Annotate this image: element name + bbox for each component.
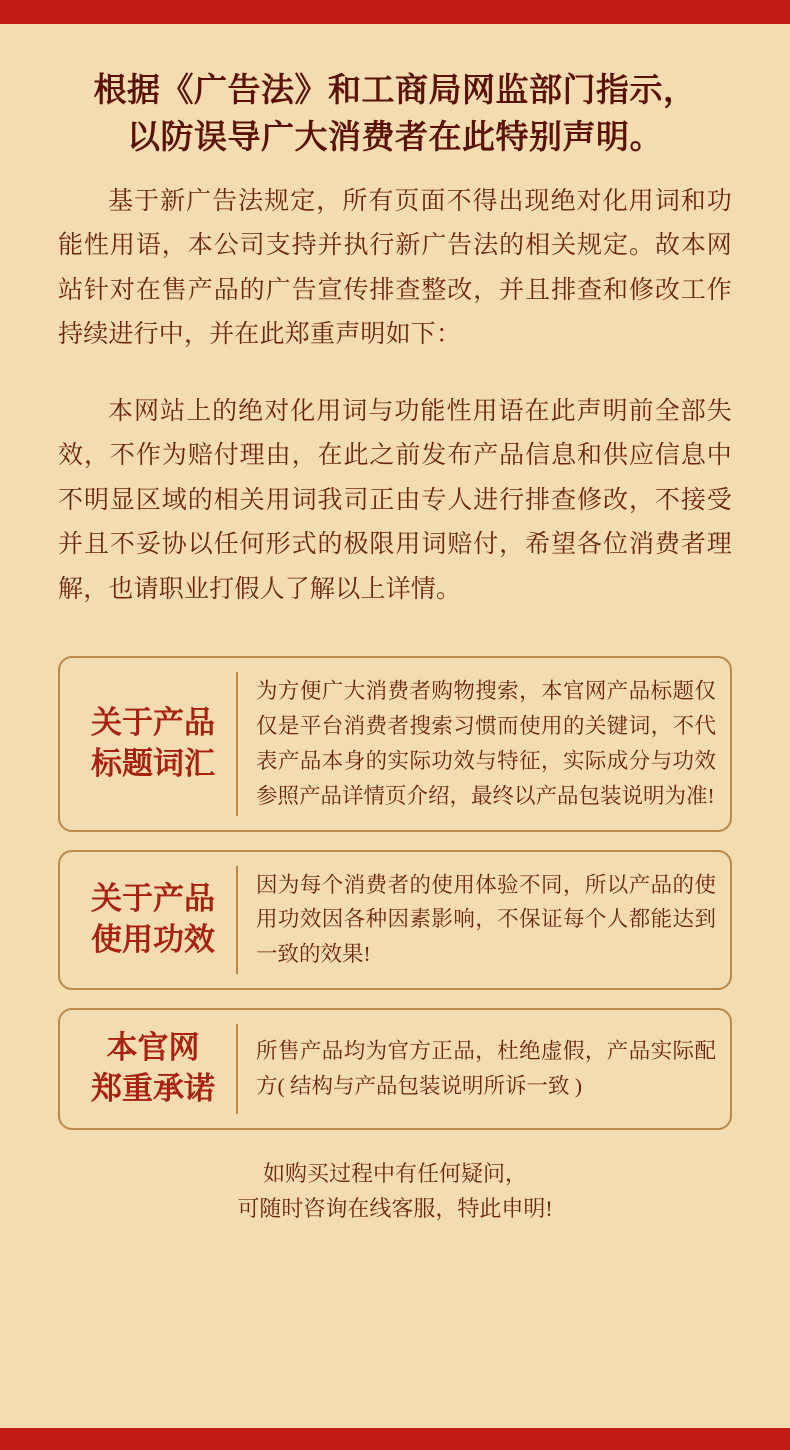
card-title-product-effect (70, 866, 238, 974)
top-red-band (0, 0, 790, 24)
statement-card-official-promise (58, 1008, 732, 1130)
intro-paragraph-2: 本网站上的绝对化用词与功能性用语在此声明前全部失效，不作为赔付理由，在此之前发布产品信息和供应信息中不明显区域的相关用词我司正由专人进行排查修改，不接受并且不妥协以任何形式的极限用词赔付，希望各位消费者理解，也请职业打假人了解以上详情。 (58, 397, 732, 603)
card-title-line-1: 关于产品 (91, 704, 215, 740)
statement-card-product-effect (58, 850, 732, 990)
page-title-line-1: 根据《广告法》和工商局网监部门指示， (93, 73, 697, 109)
footer-line-2: 可随时咨询在线客服，特此申明! (237, 1196, 553, 1222)
card-body-official-promise: 所售产品均为官方正品，杜绝虚假，产品实际配方( 结构与产品包装说明所诉一致 ) (256, 1039, 716, 1098)
statement-card-list (58, 656, 732, 1130)
statement-card-product-title (58, 656, 732, 831)
disclaimer-panel (0, 24, 790, 1428)
card-title-line-1: 关于产品 (91, 880, 215, 916)
card-body-product-title: 为方便广大消费者购物搜索，本官网产品标题仅仅是平台消费者搜索习惯而使用的关键词，不代表产品本身的实际功效与特征，实际成分与功效参照产品详情页介绍，最终以产品包装说明为准! (256, 679, 716, 808)
card-body-product-effect: 因为每个消费者的使用体验不同，所以产品的使用功效因各种因素影响，不保证每个人都能达到一致的效果! (256, 872, 716, 967)
page-title-line-2: 以防误导广大消费者在此特别声明。 (127, 119, 663, 156)
footer-line-1: 如购买过程中有任何疑问， (262, 1160, 527, 1186)
card-title-official-promise (70, 1024, 238, 1114)
card-title-line-1: 本官网 (106, 1030, 200, 1066)
card-title-line-2: 标题词汇 (91, 745, 215, 781)
card-title-product-title (70, 672, 238, 815)
intro-paragraph-1: 基于新广告法规定，所有页面不得出现绝对化用词和功能性用语，本公司支持并执行新广告法的相关规定。故本网站针对在售产品的广告宣传排查整改，并且排查和修改工作持续进行中，并在此郑重声明如下： (58, 187, 732, 349)
footer-note (58, 1156, 732, 1227)
card-title-line-2: 郑重承诺 (91, 1070, 215, 1106)
bottom-red-band (0, 1428, 790, 1450)
card-title-line-2: 使用功效 (91, 921, 215, 957)
page-title (58, 68, 732, 162)
